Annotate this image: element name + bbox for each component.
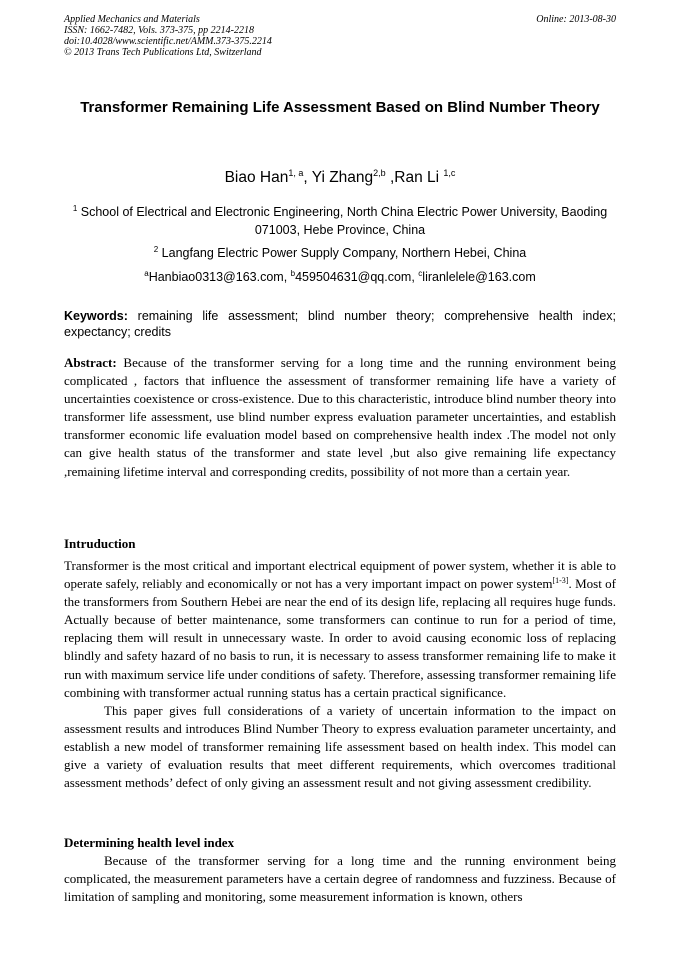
abstract xyxy=(64,354,616,481)
author-emails xyxy=(64,268,616,286)
author-affiliation-mark: 2,b xyxy=(373,168,386,178)
doi-line: doi:10.4028/www.scientific.net/AMM.373-375.2214 xyxy=(64,36,272,47)
keywords-text: remaining life assessment; blind number theory; comprehensive health index; expectancy; credits xyxy=(64,309,616,339)
email-mark: c xyxy=(418,269,423,278)
author-affiliation-mark: 1, a xyxy=(288,168,304,178)
journal-header xyxy=(64,14,616,58)
paragraph: Because of the transformer serving for a long time and the running environment being complicated, the measurement parameters have a certain degree of randomness and fuzziness. Because of limitation of sampling and monitoring, some measurement information is known, others xyxy=(64,853,616,905)
affiliation-mark: 1 xyxy=(72,204,78,213)
affiliation-text: School of Electrical and Electronic Engineering, North China Electric Power University, Baoding 071003, Hebe Province, China xyxy=(77,205,608,237)
section-heading: Determining health level index xyxy=(64,835,235,850)
introduction-heading: Intruduction xyxy=(64,536,136,551)
email-mark: a xyxy=(144,269,149,278)
abstract-text: Because of the transformer serving for a long time and the running environment being complicated , factors that influence the assessment of transformer remaining life have a variety of uncertainties coexistence or cross-existence. Due to this characteristic, introduce blind number theory into transformer life assessment, use blind number express evaluation parameter uncertainties, and establish transformer economic life evaluation model based on comprehensive health index .The model not only can give health status of the transformer and state level ,but also give remaining life expectancy ,remaining lifetime interval and corresponding credits, possibility of not more than a certain year. xyxy=(64,355,616,479)
paragraph-text: Transformer is the most critical and important electrical equipment of power system, whether it is able to operate safely, reliably and economically or not has a very important impact on power system xyxy=(64,558,616,592)
affiliation-mark: 2 xyxy=(153,245,159,254)
determining-body xyxy=(64,852,616,906)
issn-line: ISSN: 1662-7482, Vols. 373-375, pp 2214-2218 xyxy=(64,25,254,36)
introduction-body xyxy=(64,557,616,792)
citation: [1-3] xyxy=(552,576,569,586)
paragraph: This paper gives full considerations of a variety of uncertain information to the impact on assessment results and introduces Blind Number Theory to express evaluation parameter uncertainty, and establish a new model of transformer remaining life assessment based on health index. This model can give a variety of evaluation results that meet different requirements, which overcomes traditional assessment methods’ defect of only giving an assessment result and not giving assessment credibility. xyxy=(64,702,616,791)
paragraph xyxy=(64,557,616,702)
author-name: Yi Zhang xyxy=(311,169,374,186)
paragraph-text: . Most of the transformers from Southern Hebei are near the end of its design life, replacing all requires huge funds. Actually because of better maintenance, some transformers can continue to run for a period of time, replacing them will result in unnecessary waste. In order to avoid causing economic loss of replacing blindly and safety hazard of no basis to run, it is necessary to assess transformer remaining life to make it run with maximum service life under conditions of safety. Therefore, assessing transformer remaining life combining with transformer actual running status has a certain practical significance. xyxy=(64,576,617,700)
affiliation-text: Langfang Electric Power Supply Company, Northern Hebei, China xyxy=(158,246,527,260)
paper-title: Transformer Remaining Life Assessment Based on Blind Number Theory xyxy=(80,99,600,116)
email-address: 459504631@qq.com, xyxy=(295,270,419,284)
email-address: liranlelele@163.com xyxy=(422,270,536,284)
affiliation-1 xyxy=(64,203,616,239)
keywords xyxy=(64,308,616,340)
abstract-label: Abstract: xyxy=(64,355,117,370)
email-mark: b xyxy=(290,269,296,278)
author-name: Ran Li xyxy=(394,169,444,186)
email-address: Hanbiao0313@163.com, xyxy=(148,270,291,284)
journal-name: Applied Mechanics and Materials xyxy=(64,14,200,25)
keywords-label: Keywords: xyxy=(64,309,128,323)
author-name: Biao Han xyxy=(224,169,289,186)
author-separator: , xyxy=(303,169,312,186)
author-list xyxy=(64,168,616,188)
copyright-line: © 2013 Trans Tech Publications Ltd, Switzerland xyxy=(64,47,262,58)
author-affiliation-mark: 1,c xyxy=(443,168,456,178)
affiliation-2 xyxy=(64,244,616,262)
author-separator: , xyxy=(385,169,395,186)
online-date: Online: 2013-08-30 xyxy=(536,14,616,25)
